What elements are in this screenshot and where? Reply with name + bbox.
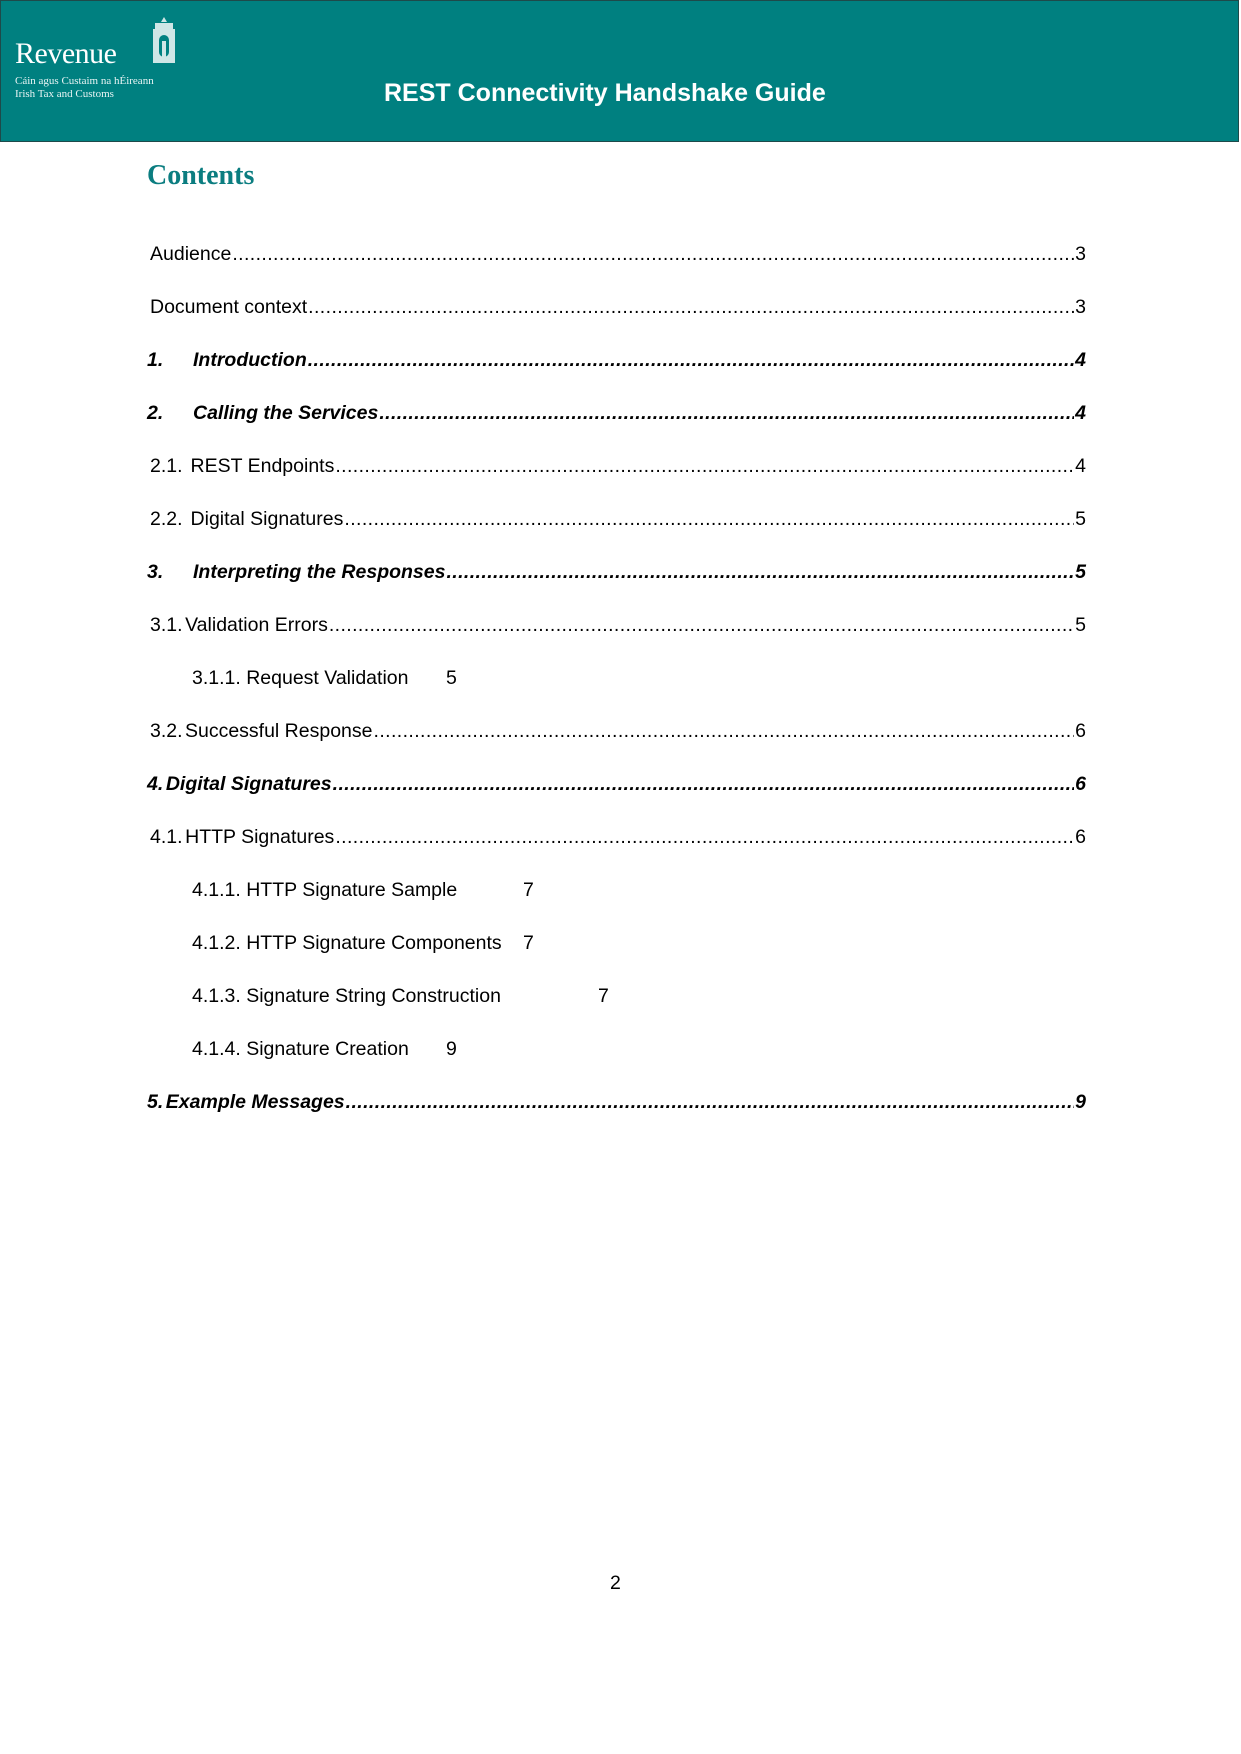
toc-label: HTTP Signature Sample xyxy=(246,879,458,901)
toc-entry-signature-creation[interactable] xyxy=(192,1035,457,1063)
page-header xyxy=(0,0,1239,142)
toc-entry-http-signature-components[interactable] xyxy=(192,929,534,957)
toc-entry-validation-errors[interactable] xyxy=(150,611,1086,639)
toc-number: 3. xyxy=(147,561,164,583)
toc-number: 3.1.1. xyxy=(192,667,241,689)
toc-label: HTTP Signature Components xyxy=(246,932,502,954)
toc-page: 9 xyxy=(1075,1091,1086,1113)
harp-emblem-icon xyxy=(151,15,177,65)
toc-entry-request-validation[interactable] xyxy=(192,664,457,692)
toc-page: 4 xyxy=(1075,402,1086,424)
toc-leader xyxy=(333,770,1075,798)
toc-number: 4.1. xyxy=(150,826,183,848)
toc-number: 4.1.4. xyxy=(192,1038,241,1060)
logo-subtitle-irish: Cáin agus Custaim na hÉireann xyxy=(15,75,154,87)
toc-entry-rest-endpoints[interactable] xyxy=(150,452,1086,480)
contents-heading: Contents xyxy=(147,160,255,191)
toc-entry-signature-string-construction[interactable] xyxy=(192,982,609,1010)
toc-number: 4.1.1. xyxy=(192,879,241,901)
toc-leader xyxy=(346,1088,1074,1116)
toc-number: 4. xyxy=(147,773,164,795)
toc-page: 6 xyxy=(1075,773,1086,795)
toc-number: 3.1. xyxy=(150,614,183,636)
toc-label: Digital Signatures xyxy=(165,773,332,795)
toc-number: 2.2. xyxy=(150,508,183,530)
toc-label: Introduction xyxy=(193,349,307,371)
toc-number: 3.2. xyxy=(150,720,183,742)
toc-number: 2.1. xyxy=(150,455,183,477)
toc-label: HTTP Signatures xyxy=(185,826,335,848)
toc-page: 6 xyxy=(1075,720,1086,742)
toc-page: 4 xyxy=(1075,349,1086,371)
toc-page: 9 xyxy=(446,1038,457,1060)
toc-entry-digital-signatures[interactable] xyxy=(147,770,1086,798)
toc-entry-introduction[interactable] xyxy=(147,346,1086,374)
logo-wordmark: Revenue xyxy=(15,37,117,70)
toc-label: Calling the Services xyxy=(193,402,379,424)
toc-page: 7 xyxy=(523,879,534,901)
toc-label: Digital Signatures xyxy=(190,508,344,530)
toc-label: Signature Creation xyxy=(246,1038,409,1060)
toc-entry-audience[interactable] xyxy=(150,240,1086,268)
toc-label: Validation Errors xyxy=(185,614,328,636)
toc-entry-calling-the-services[interactable] xyxy=(147,399,1086,427)
document-title: REST Connectivity Handshake Guide xyxy=(384,79,826,107)
toc-leader xyxy=(329,611,1074,639)
toc-entry-document-context[interactable] xyxy=(150,293,1086,321)
toc-leader xyxy=(335,452,1074,480)
toc-page: 5 xyxy=(1075,508,1086,530)
toc-number: 1. xyxy=(147,349,164,371)
toc-page: 7 xyxy=(523,932,534,954)
toc-entry-digital-signatures-2-2[interactable] xyxy=(150,505,1086,533)
toc-page: 3 xyxy=(1075,243,1086,265)
toc-page: 5 xyxy=(1075,614,1086,636)
toc-label: Example Messages xyxy=(165,1091,345,1113)
logo-subtitle-english: Irish Tax and Customs xyxy=(15,88,114,100)
page-number: 2 xyxy=(610,1572,621,1594)
toc-leader xyxy=(374,717,1075,745)
toc-entry-successful-response[interactable] xyxy=(150,717,1086,745)
toc-number: 4.1.3. xyxy=(192,985,241,1007)
toc-leader xyxy=(308,346,1074,374)
toc-entry-http-signature-sample[interactable] xyxy=(192,876,534,904)
toc-entry-http-signatures[interactable] xyxy=(150,823,1086,851)
toc-page: 5 xyxy=(1075,561,1086,583)
toc-number: 5. xyxy=(147,1091,164,1113)
toc-entry-interpreting-the-responses[interactable] xyxy=(147,558,1086,586)
toc-label: Request Validation xyxy=(246,667,409,689)
toc-leader xyxy=(335,823,1074,851)
toc-label: Interpreting the Responses xyxy=(193,561,446,583)
toc-number: 4.1.2. xyxy=(192,932,241,954)
toc-label: REST Endpoints xyxy=(190,455,335,477)
toc-page: 6 xyxy=(1075,826,1086,848)
toc-page: 7 xyxy=(598,985,609,1007)
toc-leader xyxy=(379,399,1074,427)
toc-label: Successful Response xyxy=(184,720,373,742)
toc-entry-example-messages[interactable] xyxy=(147,1088,1086,1116)
toc-page: 5 xyxy=(446,667,457,689)
toc-page: 4 xyxy=(1075,455,1086,477)
toc-leader xyxy=(308,293,1074,321)
toc-leader xyxy=(446,558,1074,586)
revenue-logo xyxy=(15,15,185,105)
toc-number: 2. xyxy=(147,402,164,424)
toc-page: 3 xyxy=(1075,296,1086,318)
toc-leader xyxy=(344,505,1074,533)
toc-label: Document context xyxy=(150,296,308,318)
toc-leader xyxy=(232,240,1074,268)
toc-label: Signature String Construction xyxy=(246,985,501,1007)
toc-label: Audience xyxy=(150,243,232,265)
